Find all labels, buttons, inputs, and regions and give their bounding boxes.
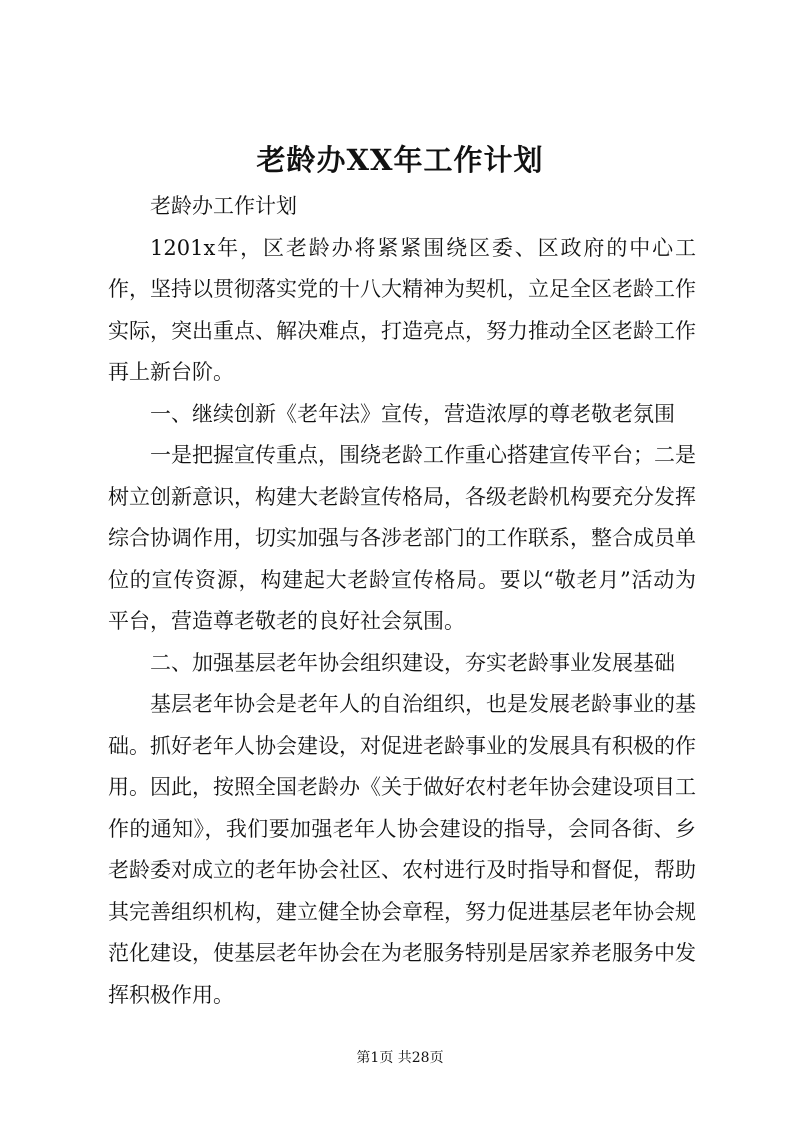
- paragraph-section-1: 一是把握宣传重点，围绕老龄工作重心搭建宣传平台；二是树立创新意识，构建大老龄宣传格局，各级老龄机构要充分发挥综合协调作用，切实加强与各涉老部门的工作联系，整合成员单位的宣传资源，构建起大老龄宣传格局。要以“敬老月”活动为平台，营造尊老敬老的良好社会氛围。: [108, 443, 696, 633]
- paragraph-subtitle: 老龄办工作计划: [150, 194, 297, 218]
- section-heading-1: 一、继续创新《老年法》宣传，营造浓厚的尊老敬老氛围: [150, 401, 675, 426]
- page-number-footer: 第1页 共28页: [356, 1050, 444, 1066]
- document-title: 老龄办XX年工作计划: [256, 143, 544, 177]
- paragraph-intro: 1201x年，区老龄办将紧紧围绕区委、区政府的中心工作，坚持以贯彻落实党的十八大精神为契机，立足全区老龄工作实际，突出重点、解决难点，打造亮点，努力推动全区老龄工作再上新台阶。: [108, 235, 696, 384]
- document-body: [108, 186, 696, 1016]
- section-heading-2: 二、加强基层老年协会组织建设，夯实老龄事业发展基础: [150, 650, 675, 675]
- paragraph-section-2: 基层老年协会是老年人的自治组织，也是发展老龄事业的基础。抓好老年人协会建设，对促进老龄事业的发展具有积极的作用。因此，按照全国老龄办《关于做好农村老年协会建设项目工作的通知》，我们要加强老年人协会建设的指导，会同各街、乡老龄委对成立的老年协会社区、农村进行及时指导和督促，帮助其完善组织机构，建立健全协会章程，努力促进基层老年协会规范化建设，使基层老年协会在为老服务特别是居家养老服务中发挥积极作用。: [108, 692, 696, 1007]
